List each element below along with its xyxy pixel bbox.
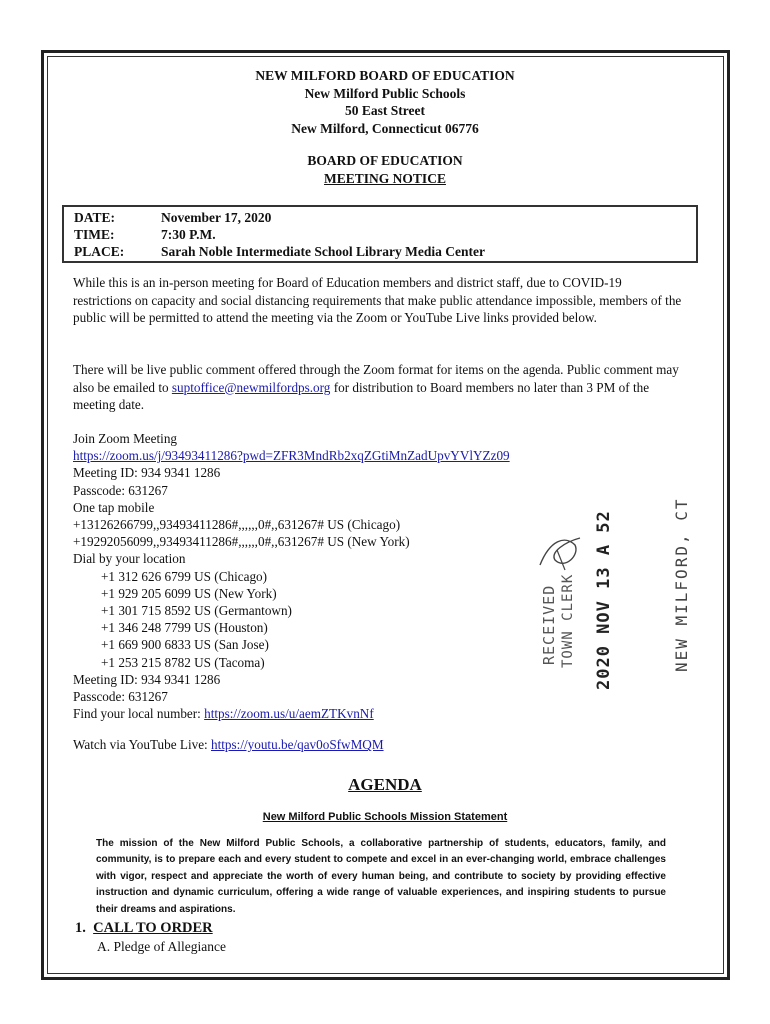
youtube-link[interactable]: https://youtu.be/qav0oSfwMQM <box>211 737 384 753</box>
one-tap-label: One tap mobile <box>73 499 155 515</box>
item-title: CALL TO ORDER <box>93 920 213 936</box>
meeting-id: Meeting ID: 934 9341 1286 <box>73 465 221 481</box>
agenda-item-1a: A. Pledge of Allegiance <box>97 939 226 954</box>
signature-mark <box>535 530 585 580</box>
find-local-number <box>73 705 510 722</box>
item-number: 1. <box>75 920 86 936</box>
agenda-title: AGENDA <box>348 775 422 794</box>
passcode: Passcode: 631267 <box>73 482 168 498</box>
dial-number: +1 669 900 6833 US (San Jose) <box>101 637 269 653</box>
place-row <box>74 244 485 260</box>
notice-line1: BOARD OF EDUCATION <box>307 153 463 168</box>
meeting-id-repeat: Meeting ID: 934 9341 1286 <box>73 671 221 687</box>
find-local-label: Find your local number: <box>73 706 205 722</box>
stamp-place: NEW MILFORD, CT <box>672 497 691 672</box>
comment-text-after: for distribution to Board members no later than 3 PM of the meeting date. <box>73 379 650 413</box>
date-label: DATE: <box>74 210 116 225</box>
intro-paragraph: While this is an in-person meeting for Board of Education members and district staff, due to COVID-19 restrictions on capacity and social distancing requirements that make public attendance impossible, members of the public will be permitted to attend the meeting via the Zoom or YouTube Live links provided below. <box>73 275 682 326</box>
youtube-line <box>73 736 510 753</box>
dial-number: +1 312 626 6799 US (Chicago) <box>101 568 268 584</box>
time-value: 7:30 P.M. <box>161 227 216 242</box>
one-tap-new-york: +19292056099,,93493411286#,,,,,,0#,,631267# US (New York) <box>73 534 410 550</box>
place-label: PLACE: <box>74 244 125 259</box>
notice-title <box>0 152 770 187</box>
letterhead <box>0 67 770 137</box>
zoom-details <box>73 430 510 754</box>
time-row <box>74 227 216 243</box>
dial-number: +1 253 215 8782 US (Tacoma) <box>101 654 265 670</box>
join-zoom-label: Join Zoom Meeting <box>73 431 178 446</box>
stamp-clerk: TOWN CLERK <box>560 573 576 668</box>
org-name: NEW MILFORD BOARD OF EDUCATION <box>255 68 515 83</box>
comment-text-before: There will be live public comment offered through the Zoom format for items on the agenda. Public comment may also be emailed to <box>73 362 679 395</box>
find-local-link[interactable]: https://zoom.us/u/aemZTKvnNf <box>204 706 374 722</box>
dial-number: +1 929 205 6099 US (New York) <box>101 585 277 601</box>
place-value: Sarah Noble Intermediate School Library Media Center <box>161 244 485 259</box>
district-name: New Milford Public Schools <box>304 85 466 101</box>
time-label: TIME: <box>74 227 115 242</box>
email-link[interactable]: suptoffice@newmilfordps.org <box>171 379 331 395</box>
date-row <box>74 210 271 226</box>
dial-number: +1 346 248 7799 US (Houston) <box>101 620 268 636</box>
date-value: November 17, 2020 <box>161 210 272 225</box>
dial-label: Dial by your location <box>73 551 186 567</box>
stamp-date: 2020 NOV 13 A 52 <box>594 510 614 690</box>
mission-title: New Milford Public Schools Mission Statement <box>262 811 508 823</box>
zoom-join-link[interactable]: https://zoom.us/j/93493411286?pwd=ZFR3MndRb2xqZGtiMnZadUpvYVlYZz09 <box>73 448 510 464</box>
youtube-label: Watch via YouTube Live: <box>73 737 212 753</box>
street-address: 50 East Street <box>345 103 425 118</box>
dial-number: +1 301 715 8592 US (Germantown) <box>101 603 292 619</box>
public-comment-paragraph <box>73 361 683 414</box>
notice-line2: MEETING NOTICE <box>324 170 446 186</box>
meeting-info-box <box>62 205 698 263</box>
agenda-item-1 <box>75 920 213 937</box>
city-state: New Milford, Connecticut 06776 <box>291 120 479 136</box>
stamp-received: RECEIVED <box>540 584 558 665</box>
one-tap-chicago: +13126266799,,93493411286#,,,,,,0#,,631267# US (Chicago) <box>73 517 401 533</box>
mission-statement: The mission of the New Milford Public Schools, a collaborative partnership of students, educators, family, and community, is to prepare each and every student to compete and excel in an ever-changing world, embrace challenges with vigor, respect and appreciate the worth of every human being, and contribute to society by providing effective instruction and dynamic curriculum, offering a wide range of valuable experiences, and inspiring students to pursue their dreams and aspirations. <box>96 838 666 915</box>
passcode-repeat: Passcode: 631267 <box>73 689 168 705</box>
